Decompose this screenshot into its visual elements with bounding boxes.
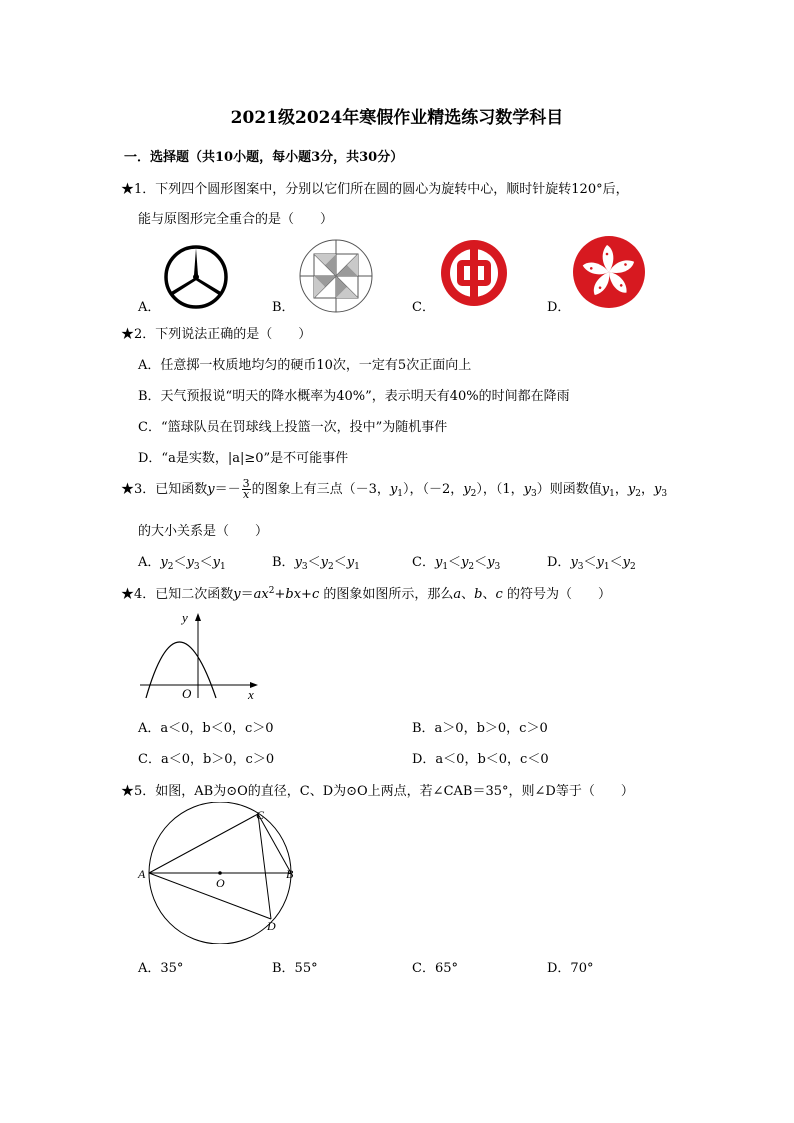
axis-x-label: x xyxy=(248,687,254,702)
q3-option-a: A．$y_2<y_3<y_1$ xyxy=(138,555,226,572)
mercedes-logo-icon xyxy=(162,243,230,311)
q4-option-d: D．a＜0，b＜0，c＜0 xyxy=(412,752,549,767)
q5-stem: ★5．如图，AB为⊙O的直径，C、D为⊙O上两点，若∠CAB＝35°，则∠D等于（ ） xyxy=(121,784,634,799)
q3-stem-line1: ★3．已知函数y＝－ $\frac{3}{x}$ 的图象上有三点（－3，$y_1$），（－2，$y_2$），（1，$y_3$）则函数值$y_1$，$y_2$，$y_3$ xyxy=(121,477,668,501)
axis-y-label: y xyxy=(182,610,188,625)
q3-option-b: B．$y_3<y_2<y_1$ xyxy=(272,555,360,572)
point-c-label: C xyxy=(256,808,265,822)
point-a-label: A xyxy=(138,867,146,881)
q1-option-c: C． xyxy=(412,300,435,315)
page-title: 2021级2024年寒假作业精选练习数学科目 xyxy=(230,108,564,128)
q2-option-c: C．“篮球队员在罚球线上投篮一次，投中”为随机事件 xyxy=(138,420,448,435)
q1-stem-line1: ★1．下列四个圆形图案中，分别以它们所在圆的圆心为旋转中心，顺时针旋转120°后， xyxy=(121,182,629,197)
q5-option-c: C．65° xyxy=(412,961,458,976)
q5-option-a: A．35° xyxy=(138,961,184,976)
q2-stem: ★2．下列说法正确的是（ ） xyxy=(121,327,312,342)
q3-option-c: C．$y_1<y_2<y_3$ xyxy=(412,555,501,572)
center-o-label: O xyxy=(216,876,225,890)
q2-option-b: B．天气预报说“明天的降水概率为40%”，表示明天有40%的时间都在降雨 xyxy=(138,389,570,404)
q4-option-b: B．a＞0，b＞0，c＞0 xyxy=(412,721,548,736)
q1-option-a: A． xyxy=(138,300,161,315)
q2-option-a: A．任意掷一枚质地均匀的硬币10次，一定有5次正面向上 xyxy=(138,358,472,373)
q5-option-d: D．70° xyxy=(547,961,594,976)
pinwheel-pattern-icon xyxy=(298,238,374,314)
q4-stem: ★4．已知二次函数$y=ax^2+bx+c$ 的图象如图所示，那么a、b、c 的符号为（ ） xyxy=(121,586,611,602)
section-heading: 一．选择题（共10小题，每小题3分，共30分） xyxy=(124,150,404,165)
q3-option-d: D．$y_3<y_1<y_2$ xyxy=(547,555,636,572)
q3-stem-line2: 的大小关系是（ ） xyxy=(138,524,269,539)
parabola-graph xyxy=(136,610,262,702)
q1-stem-line2: 能与原图形完全重合的是（ ） xyxy=(138,212,334,227)
origin-label: O xyxy=(182,686,192,701)
bauhinia-emblem-icon xyxy=(572,235,646,309)
q2-option-d: D．“a是实数，|a|≥0”是不可能事件 xyxy=(138,451,349,466)
q4-option-c: C．a＜0，b＞0，c＞0 xyxy=(138,752,275,767)
q1-option-d: D． xyxy=(547,300,571,315)
q5-option-b: B．55° xyxy=(272,961,318,976)
bank-of-china-logo-icon xyxy=(439,238,509,308)
circle-geometry-figure xyxy=(136,802,302,944)
point-d-label: D xyxy=(267,919,276,933)
q1-option-b: B． xyxy=(272,300,295,315)
point-b-label: B xyxy=(286,867,294,881)
q4-option-a: A．a＜0，b＜0，c＞0 xyxy=(138,721,274,736)
